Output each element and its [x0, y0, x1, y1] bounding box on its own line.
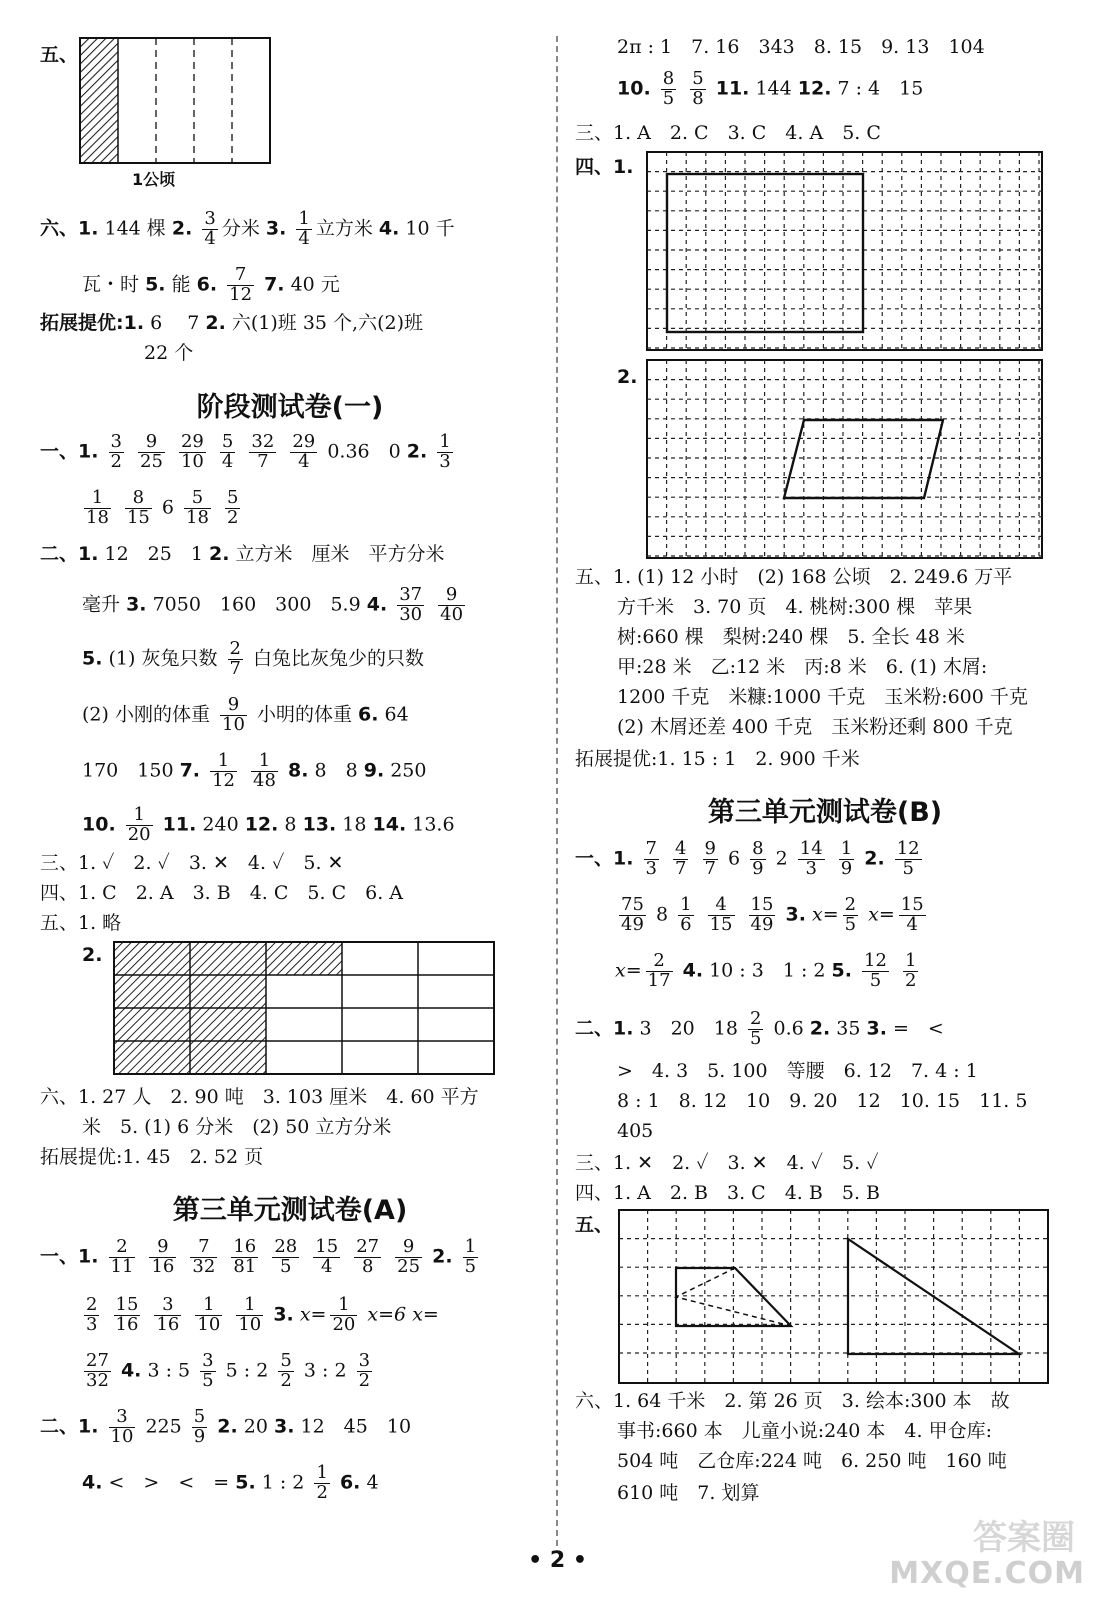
answer-line [82, 640, 424, 679]
large-triangle [848, 1239, 1019, 1354]
fraction: $\frac{15}{4}$ [315, 1236, 339, 1277]
answer-text: 12 45 10 [300, 1415, 412, 1438]
q-label: 一、1. [575, 847, 634, 870]
q-number: 3. [126, 593, 147, 616]
fraction: $\frac{28}{5}$ [274, 1236, 298, 1277]
fraction: $\frac{2}{11}$ [110, 1236, 134, 1277]
fraction: $\frac{75}{49}$ [621, 894, 644, 935]
answer-text: 0.36 0 [327, 440, 401, 463]
q-number: 4. [682, 959, 704, 982]
q-number: 2. [617, 366, 638, 388]
fraction: $\frac{8}{15}$ [126, 487, 150, 528]
answer-text: 瓦・时 [82, 273, 140, 296]
answer-text: x= [412, 1303, 439, 1326]
fraction: $\frac{2}{3}$ [86, 1294, 98, 1335]
answer-text: 12 25 1 [104, 543, 203, 565]
q-number: 4. [120, 1359, 142, 1382]
answer-text: 22 个 [144, 342, 194, 364]
answer-text: 10 : 3 1 : 2 [709, 959, 826, 982]
q-wu-label: 五、 [40, 44, 79, 66]
dotted-grid-parallelogram [647, 360, 1045, 562]
shaded-part [80, 38, 118, 163]
fraction: $\frac{5}{9}$ [193, 1406, 206, 1447]
q-number: 6. [339, 1471, 361, 1494]
answer-text: 2 [775, 847, 788, 870]
answer-text: 立方米 [315, 217, 373, 240]
answer-text: (1) 灰兔只数 [108, 647, 218, 670]
fraction: $\frac{27}{32}$ [86, 1350, 109, 1391]
answer-text: < > < = [108, 1471, 230, 1494]
dotted-grid-triangles [619, 1210, 1051, 1386]
answer-text: 7050 160 300 5.9 [152, 593, 361, 616]
fraction: $\frac{12}{5}$ [896, 838, 920, 879]
answer-text: 立方米 厘米 平方分米 [235, 543, 445, 565]
answer-line: 拓展提优:1. 45 2. 52 页 [40, 1146, 264, 1168]
answer-line: 四、1. A 2. B 3. C 4. B 5. B [575, 1182, 880, 1204]
q-number: 2. [205, 312, 226, 334]
fraction: $\frac{27}{8}$ [356, 1236, 380, 1277]
answer-line: 8 : 1 8. 12 10 9. 20 12 10. 15 11. 5 [617, 1090, 1028, 1112]
section-title: 阶段测试卷(一) [196, 392, 384, 423]
answer-line [575, 1010, 944, 1049]
q-number: 5. [235, 1471, 256, 1494]
q-number: 11. [162, 813, 197, 836]
watermark-logo: 答案圈 [973, 1518, 1075, 1558]
answer-line [40, 1408, 411, 1447]
answer-text: 6 [161, 496, 174, 519]
q-number: 4. [366, 593, 388, 616]
answer-text: 170 150 [82, 759, 174, 782]
answer-text: 6 7 [150, 312, 200, 334]
q-number: 3. [274, 1415, 295, 1438]
answer-text: 13.6 [412, 813, 455, 836]
answer-text: 6 [728, 847, 741, 870]
fraction: $\frac{1}{4}$ [298, 208, 310, 249]
q-number: 9. [363, 759, 385, 782]
answer-line: 五、1. (1) 12 小时 (2) 168 公顷 2. 249.6 万平 [575, 566, 1013, 588]
q-number: 7. [264, 273, 285, 296]
answer-line: 事书:660 本 儿童小说:240 本 4. 甲仓库: [617, 1420, 992, 1442]
answer-line: 610 吨 7. 划算 [617, 1482, 760, 1504]
q-number: 2. [432, 1245, 453, 1268]
answer-text: (2) 小刚的体重 [82, 703, 210, 726]
fraction: $\frac{7}{32}$ [192, 1236, 216, 1277]
answer-text: 20 [243, 1415, 268, 1438]
answer-text: 3 20 18 [639, 1017, 738, 1040]
answer-text: 144 棵 [104, 217, 166, 240]
q-number: 6. [358, 703, 379, 726]
answer-line: 六、1. 27 人 2. 90 吨 3. 103 厘米 4. 60 平方 [40, 1086, 479, 1108]
answer-text: 能 [171, 273, 191, 296]
answer-text: 1 : 2 [261, 1471, 305, 1494]
q-number: 13. [302, 813, 337, 836]
fraction: $\frac{15}{16}$ [115, 1294, 139, 1335]
q-number: 10. [82, 813, 116, 836]
fraction: $\frac{37}{30}$ [399, 584, 423, 625]
answer-text: x= [868, 903, 895, 926]
q-number: 2. [406, 440, 428, 463]
answer-line [80, 1352, 376, 1391]
q-number: 2. [864, 847, 885, 870]
answer-line: (2) 木屑还差 400 千克 玉米粉还剩 800 千克 [617, 716, 1013, 738]
q-number: 3. [273, 1303, 294, 1326]
answer-line: 甲:28 米 乙:12 米 丙:8 米 6. (1) 木屑: [617, 656, 988, 678]
answer-line [40, 545, 445, 564]
answer-line: 米 5. (1) 6 分米 (2) 50 立方分米 [82, 1116, 392, 1138]
answer-text: 35 [836, 1017, 861, 1040]
fraction: $\frac{2}{5}$ [750, 1008, 762, 1049]
fraction: $\frac{1}{2}$ [905, 950, 917, 991]
answer-line: 树:660 棵 梨树:240 棵 5. 全长 48 米 [617, 626, 965, 648]
answer-line [82, 752, 426, 791]
fraction: $\frac{9}{25}$ [397, 1236, 421, 1277]
answer-text: 225 [145, 1415, 182, 1438]
q-label: 拓展提优:1. [40, 312, 145, 334]
q-number: 2. [209, 543, 230, 565]
answer-text: 144 [755, 77, 792, 100]
fraction: $\frac{4}{15}$ [709, 894, 733, 935]
q-number: 5. [82, 647, 103, 670]
answer-line: 504 吨 乙仓库:224 吨 6. 250 吨 160 吨 [617, 1450, 1007, 1472]
answer-line [82, 1464, 379, 1503]
fraction: $\frac{8}{9}$ [752, 838, 764, 879]
q-number: 5. [831, 959, 852, 982]
fraction: $\frac{1}{12}$ [212, 750, 235, 791]
q-number: 6. [196, 273, 218, 296]
answer-text: 40 元 [290, 273, 340, 296]
answer-text: 250 [390, 759, 427, 782]
q-number: 2. [809, 1017, 831, 1040]
answer-line [82, 806, 455, 845]
fraction: $\frac{5}{2}$ [280, 1350, 292, 1391]
page-number: • 2 • [528, 1548, 587, 1573]
fraction: $\frac{7}{12}$ [229, 264, 253, 305]
q-label: 五、 [575, 1214, 614, 1236]
fraction: $\frac{1}{6}$ [680, 894, 692, 935]
fraction: $\frac{3}{2}$ [110, 431, 122, 472]
q-number: 4. [82, 1471, 103, 1494]
answer-line: 三、1. ✕ 2. ✓ 3. ✕ 4. ✓ 5. ✓ [575, 1152, 879, 1174]
answer-line: 三、1. ✓ 2. ✓ 3. ✕ 4. ✓ 5. ✕ [40, 852, 344, 874]
q-number: 12. [244, 813, 279, 836]
watermark: MXQE.COM [889, 1556, 1085, 1591]
fraction: $\frac{1}{10}$ [197, 1294, 221, 1335]
q-label: 四、1. [575, 156, 634, 178]
answer-text: 18 [342, 813, 367, 836]
section-title: 第三单元测试卷(B) [707, 797, 943, 828]
q-number: 14. [372, 813, 407, 836]
q-number: 7. [179, 759, 201, 782]
answer-line [615, 952, 922, 991]
answer-text: 3 : 2 [303, 1359, 347, 1382]
answer-text: 毫升 [82, 593, 121, 616]
q-number: 10. [617, 77, 651, 100]
answer-line: 拓展提优:1. 15 : 1 2. 900 千米 [575, 748, 860, 770]
answer-text: 240 [202, 813, 239, 836]
answer-text: 0.6 [773, 1017, 804, 1040]
fraction: $\frac{1}{10}$ [238, 1294, 262, 1335]
fraction: $\frac{3}{4}$ [204, 208, 216, 249]
answer-line [40, 210, 455, 249]
fraction: $\frac{1}{5}$ [464, 1236, 477, 1277]
hectare-figure [80, 38, 272, 166]
answer-line [82, 696, 409, 735]
answer-line: 三、1. A 2. C 3. C 4. A 5. C [575, 122, 881, 144]
answer-text: 5 : 2 [225, 1359, 269, 1382]
hectare-caption: 1公顷 [132, 170, 176, 189]
fraction: $\frac{1}{3}$ [439, 431, 451, 472]
q-number: 2. [171, 217, 193, 240]
fraction: $\frac{15}{49}$ [750, 894, 774, 935]
answer-text: 小明的体重 [256, 703, 352, 726]
answer-text: x= [615, 959, 642, 982]
answer-line [575, 840, 926, 879]
answer-text: 白兔比灰兔少的只数 [253, 647, 425, 670]
answer-text: 64 [384, 703, 409, 726]
fraction: $\frac{1}{9}$ [840, 838, 853, 879]
dotted-grid-rectangle [647, 152, 1045, 354]
answer-text: 10 千 [405, 217, 455, 240]
fraction: $\frac{9}{7}$ [704, 838, 716, 879]
fraction: $\frac{2}{17}$ [647, 950, 671, 991]
q-label: 二、1. [40, 1415, 99, 1438]
q-number: 8. [287, 759, 309, 782]
fraction: $\frac{5}{8}$ [692, 68, 704, 109]
fraction: $\frac{5}{2}$ [227, 487, 239, 528]
q-number: 3. [866, 1017, 887, 1040]
fraction: $\frac{16}{81}$ [233, 1236, 257, 1277]
fraction: $\frac{1}{20}$ [332, 1294, 356, 1335]
answer-text: 8 [655, 903, 669, 926]
answer-line [80, 1296, 439, 1335]
q-label: 一、1. [40, 440, 99, 463]
q-number: 2. [217, 1415, 238, 1438]
answer-text: x= [812, 903, 839, 926]
q-label: 六、1. [40, 217, 99, 240]
q-number: 4. [378, 217, 400, 240]
fraction: $\frac{8}{5}$ [662, 68, 675, 109]
fraction: $\frac{3}{16}$ [156, 1294, 180, 1335]
answer-line [615, 896, 930, 935]
fraction: $\frac{29}{4}$ [292, 431, 316, 472]
fraction: $\frac{5}{18}$ [186, 487, 209, 528]
fraction: $\frac{12}{5}$ [864, 950, 887, 991]
fraction: $\frac{5}{4}$ [221, 431, 234, 472]
answer-text: 六(1)班 35 个,六(2)班 [231, 312, 423, 334]
q-label: 一、1. [40, 1245, 99, 1268]
section-title: 第三单元测试卷(A) [172, 1195, 408, 1226]
q-number: 3. [265, 217, 287, 240]
fraction: $\frac{1}{18}$ [86, 487, 109, 528]
answer-text: 7 : 4 15 [837, 77, 924, 100]
answer-text: 8 [284, 813, 297, 836]
answer-line [617, 70, 923, 109]
hatched-grid-figure [114, 942, 496, 1077]
answer-line: > 4. 3 5. 100 等腰 6. 12 7. 4 : 1 [617, 1060, 978, 1082]
fraction: $\frac{7}{3}$ [645, 838, 657, 879]
answer-line: 方千米 3. 70 页 4. 桃树:300 棵 苹果 [617, 596, 973, 618]
fraction: $\frac{3}{2}$ [358, 1350, 371, 1391]
answer-line: 六、1. 64 千米 2. 第 26 页 3. 绘本:300 本 故 [575, 1390, 1010, 1412]
q-number: 11. [715, 77, 750, 100]
q-number: 2. [82, 944, 103, 966]
fraction: $\frac{32}{7}$ [251, 431, 275, 472]
answer-text: x=6 [367, 1303, 407, 1326]
answer-line [82, 586, 469, 625]
fraction: $\frac{2}{7}$ [229, 638, 241, 679]
answer-line [82, 266, 340, 305]
fraction: $\frac{9}{40}$ [440, 584, 464, 625]
answer-line: 2π : 1 7. 16 343 8. 15 9. 13 104 [617, 36, 985, 58]
q-number: 5. [145, 273, 166, 296]
answer-text: 4 [366, 1471, 379, 1494]
answer-line: 405 [617, 1120, 654, 1142]
answer-line [40, 314, 423, 333]
fraction: $\frac{29}{10}$ [180, 431, 204, 472]
answer-text: x= [299, 1303, 327, 1326]
fraction: $\frac{9}{16}$ [151, 1236, 175, 1277]
fraction: $\frac{1}{48}$ [253, 750, 276, 791]
answer-text: 分米 [221, 217, 260, 240]
fraction: $\frac{3}{10}$ [110, 1406, 134, 1447]
fraction: $\frac{9}{10}$ [222, 694, 245, 735]
answer-line [40, 433, 457, 472]
answer-line [80, 489, 244, 528]
column-divider [556, 36, 558, 1546]
fraction: $\frac{14}{3}$ [799, 838, 823, 879]
answer-text: 3 : 5 [147, 1359, 191, 1382]
q-number: 3. [785, 903, 806, 926]
answer-line: 五、1. 略 [40, 912, 122, 934]
answer-line: 四、1. C 2. A 3. B 4. C 5. C 6. A [40, 882, 404, 904]
drawn-parallelogram [784, 420, 943, 498]
fraction: $\frac{9}{25}$ [140, 431, 163, 472]
q-label: 二、1. [40, 543, 99, 565]
q-label: 二、1. [575, 1017, 634, 1040]
fraction: $\frac{3}{5}$ [202, 1350, 214, 1391]
fraction: $\frac{15}{4}$ [900, 894, 924, 935]
fraction: $\frac{2}{5}$ [844, 894, 857, 935]
answer-text: 8 8 [314, 759, 358, 782]
answer-text: = < [893, 1017, 944, 1040]
fraction: $\frac{4}{7}$ [675, 838, 687, 879]
answer-line: 1200 千克 米糠:1000 千克 玉米粉:600 千克 [617, 686, 1028, 708]
fraction: $\frac{1}{2}$ [316, 1462, 328, 1503]
q-number: 12. [797, 77, 832, 100]
fraction: $\frac{1}{20}$ [127, 804, 151, 845]
answer-line [40, 1238, 482, 1277]
